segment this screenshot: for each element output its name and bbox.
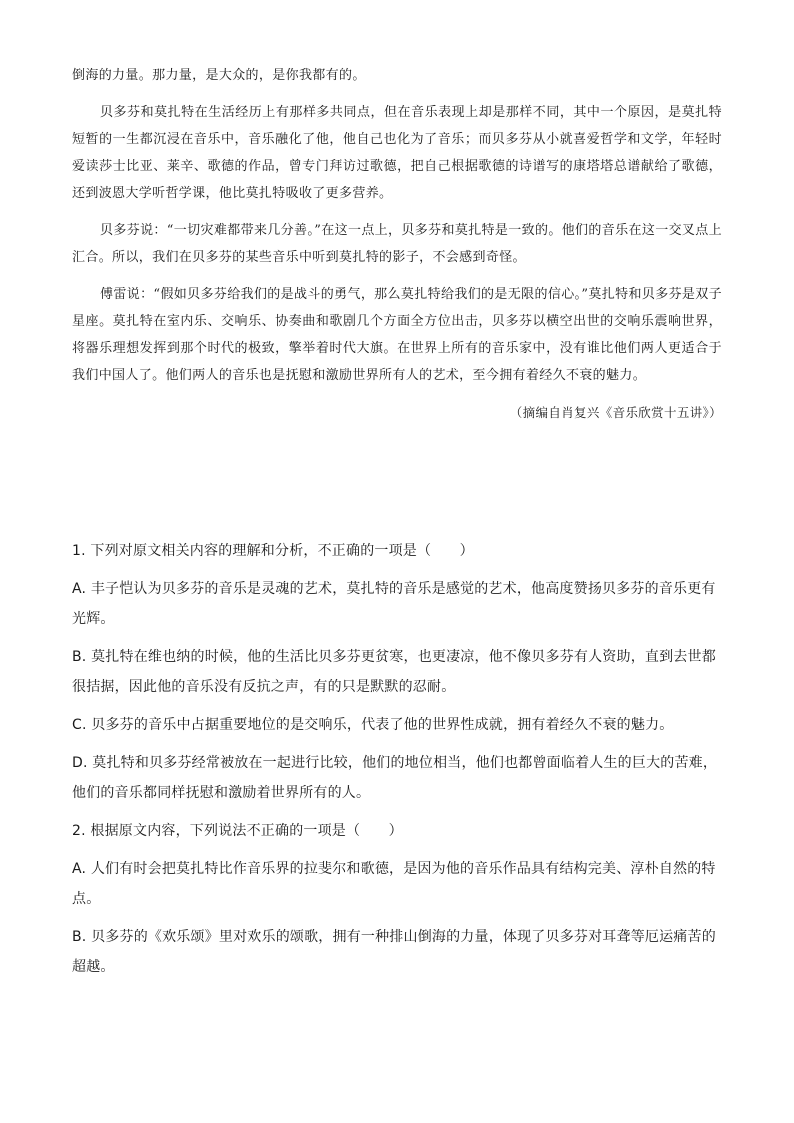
passage-paragraph: 倒海的力量。那力量，是大众的，是你我都有的。 (72, 68, 366, 83)
passage-paragraph: 傅雷说：“假如贝多芬给我们的是战斗的勇气，那么莫扎特给我们的是无限的信心。”莫扎特和贝多芬是双子星座。莫扎特在室内乐、交响乐、协奏曲和歌剧几个方面全方位出击，贝多芬以横空出世的交响乐震响世界，将器乐理想发挥到那个时代的极致，擎举着时代大旗。在世界上所有的音乐家中，没有谁比他们两人更适合于我们中国人了。他们两人的音乐也是抚慰和激励世界所有人的艺术，至今拥有着经久不衰的魅力。 (72, 287, 722, 383)
question-stem: 2. 根据原文内容，下列说法不正确的一项是（ ） (72, 823, 403, 839)
answer-option-b: B. 莫扎特在维也纳的时候，他的生活比贝多芬更贫寒，也更凄凉，他不像贝多芬有人资助，直到去世都很拮据，因此他的音乐没有反抗之声，有的只是默默的忍耐。 (72, 649, 716, 695)
answer-option-b: B. 贝多芬的《欢乐颂》里对欢乐的颂歌，拥有一种排山倒海的力量，体现了贝多芬对耳聋等厄运痛苦的超越。 (72, 929, 716, 975)
passage-paragraph: 贝多芬说：“一切灾难都带来几分善。”在这一点上，贝多芬和莫扎特是一致的。他们的音乐在这一交叉点上汇合。所以，我们在贝多芬的某些音乐中听到莫扎特的影子，不会感到奇怪。 (72, 223, 722, 265)
reading-passage (72, 62, 722, 436)
answer-option-c: C. 贝多芬的音乐中占据重要地位的是交响乐，代表了他的世界性成就，拥有着经久不衰的魅力。 (72, 717, 674, 733)
question-stem: 1. 下列对原文相关内容的理解和分析，不正确的一项是（ ） (72, 543, 474, 559)
passage-paragraph: 贝多芬和莫扎特在生活经历上有那样多共同点，但在音乐表现上却是那样不同，其中一个原因，是莫扎特短暂的一生都沉浸在音乐中，音乐融化了他，他自己也化为了音乐；而贝多芬从小就喜爱哲学和文学，年轻时爱读莎士比亚、莱辛、歌德的作品，曾专门拜访过歌德，把自己根据歌德的诗谱写的康塔塔总谱献给了歌德，还到波恩大学听哲学课，他比莫扎特吸收了更多营养。 (72, 105, 722, 201)
answer-option-a: A. 丰子恺认为贝多芬的音乐是灵魂的艺术，莫扎特的音乐是感觉的艺术，他高度赞扬贝多芬的音乐更有光辉。 (72, 581, 716, 627)
question-2 (72, 816, 722, 982)
question-section (72, 536, 722, 990)
answer-option-d: D. 莫扎特和贝多芬经常被放在一起进行比较，他们的地位相当，他们也都曾面临着人生的巨大的苦难，他们的音乐都同样抚慰和激励着世界所有的人。 (72, 755, 718, 801)
question-1 (72, 536, 722, 808)
answer-option-a: A. 人们有时会把莫扎特比作音乐界的拉斐尔和歌德，是因为他的音乐作品具有结构完美、淳朴自然的特点。 (72, 861, 716, 907)
passage-source-citation: （摘编自肖复兴《音乐欣赏十五讲》） (509, 405, 722, 420)
